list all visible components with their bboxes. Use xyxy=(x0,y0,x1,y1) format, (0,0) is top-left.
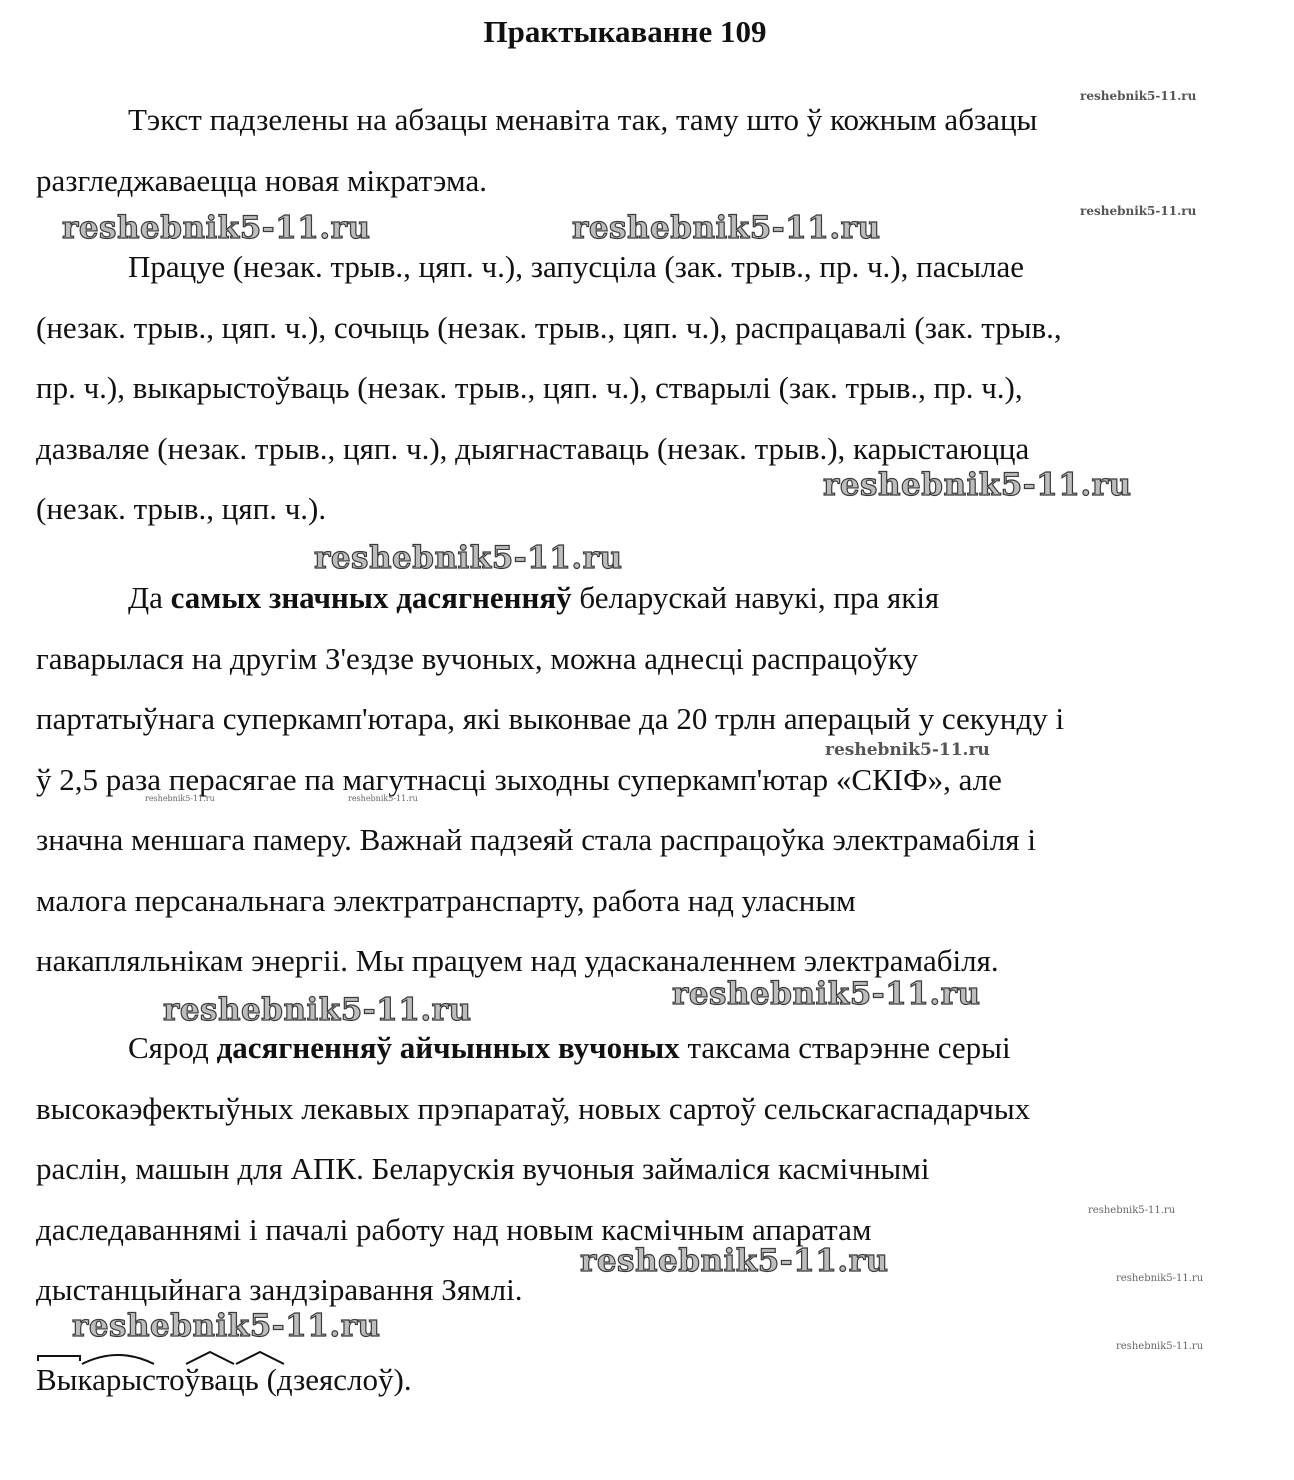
watermark: reshebnik5-11.ru xyxy=(572,210,881,246)
paragraph-line: ў 2,5 раза перасягае па магутнасці зыходны суперкамп'ютар «СКІФ», але xyxy=(36,761,1002,797)
suffix-mark xyxy=(236,1352,284,1364)
watermark: reshebnik5-11.ru xyxy=(1088,1205,1176,1216)
suffix-mark xyxy=(186,1352,234,1364)
highlighted-phrase: дасягненняў айчынных вучоных xyxy=(216,1030,680,1065)
paragraph-line: гаварылася на другім З'ездзе вучоных, можна аднесці распрацоўку xyxy=(36,640,919,676)
watermark: reshebnik5-11.ru xyxy=(314,540,623,576)
paragraph-line: разгледжаваецца новая мікратэма. xyxy=(36,162,487,198)
paragraph-line: дазваляе (незак. трыв., цяп. ч.), дыягнаставаць (незак. трыв.), карыстаюцца xyxy=(36,430,1030,466)
paragraph-text: таксама стварэнне серыі xyxy=(679,1030,1011,1065)
paragraph-line: раслін, машын для АПК. Беларускія вучоныя займаліся касмічнымі xyxy=(36,1151,930,1186)
root-mark xyxy=(82,1355,154,1364)
watermark: reshebnik5-11.ru xyxy=(348,794,418,803)
watermark: reshebnik5-11.ru xyxy=(145,794,215,803)
paragraph-line: малога персанальнага электратранспарту, работа над уласным xyxy=(36,882,856,918)
watermark: reshebnik5-11.ru xyxy=(823,467,1132,503)
highlighted-phrase: самых значных дасягненняў xyxy=(170,580,572,615)
paragraph-line: значна меншага памеру. Важнай падзеяй стала распрацоўка электрамабіля і xyxy=(36,822,1036,857)
watermark: reshebnik5-11.ru xyxy=(580,1243,889,1279)
paragraph-line: (незак. трыв., цяп. ч.). xyxy=(36,491,327,526)
watermark: reshebnik5-11.ru xyxy=(1116,1341,1204,1352)
paragraph-line: высокаэфектыўных лекавых прэпаратаў, новых сартоў сельскагаспадарчых xyxy=(36,1090,1031,1126)
watermark: reshebnik5-11.ru xyxy=(62,210,371,246)
watermark: reshebnik5-11.ru xyxy=(1080,89,1197,103)
paragraph-text: Сярод xyxy=(128,1030,217,1065)
prefix-mark xyxy=(38,1356,80,1361)
paragraph-line: накапляльнікам энергіі. Мы працуем над удасканаленнем электрамабіля. xyxy=(36,943,999,978)
paragraph-line: пр. ч.), выкарыстоўваць (незак. трыв., цяп. ч.), стварылі (зак. трыв., пр. ч.), xyxy=(36,370,1023,405)
paragraph-line xyxy=(36,568,1211,629)
watermark: reshebnik5-11.ru xyxy=(672,976,981,1012)
page-title: Практыкаванне 109 xyxy=(483,14,767,49)
watermark: reshebnik5-11.ru xyxy=(1116,1273,1204,1284)
paragraph-line: (незак. трыв., цяп. ч.), сочыць (незак. трыв., цяп. ч.), распрацавалі (зак. трыв., xyxy=(36,309,1062,345)
watermark: reshebnik5-11.ru xyxy=(825,740,990,760)
word-analysis xyxy=(36,1350,412,1410)
paragraph-3 xyxy=(36,568,1211,992)
paragraph-line: партатыўнага суперкамп'ютара, які выконвае да 20 трлн аперацый у секунду і xyxy=(36,701,1065,736)
watermark: reshebnik5-11.ru xyxy=(72,1308,381,1344)
paragraph-line: Працуе (незак. трыв., цяп. ч.), запусціла (зак. трыв., пр. ч.), пасылае xyxy=(128,249,1025,284)
paragraph-text: Да xyxy=(128,580,171,615)
paragraph-text: беларускай навукі, пра якія xyxy=(571,580,940,615)
paragraph-line: даследаваннямі і пачалі работу над новым касмічным апаратам xyxy=(36,1211,872,1247)
morpheme-marks xyxy=(36,1350,296,1410)
analysis-note: (дзеяслоў). xyxy=(258,1362,412,1397)
paragraph-line: Тэкст падзелены на абзацы менавіта так, таму што ў кожным абзацы xyxy=(128,102,1038,137)
analysed-word: Выкарыстоўваць xyxy=(36,1362,259,1397)
paragraph-line: дыстанцыйнага зандзіравання Зямлі. xyxy=(36,1272,523,1307)
watermark: reshebnik5-11.ru xyxy=(163,992,472,1028)
watermark: reshebnik5-11.ru xyxy=(1080,204,1197,218)
paragraph-1 xyxy=(36,90,1211,211)
